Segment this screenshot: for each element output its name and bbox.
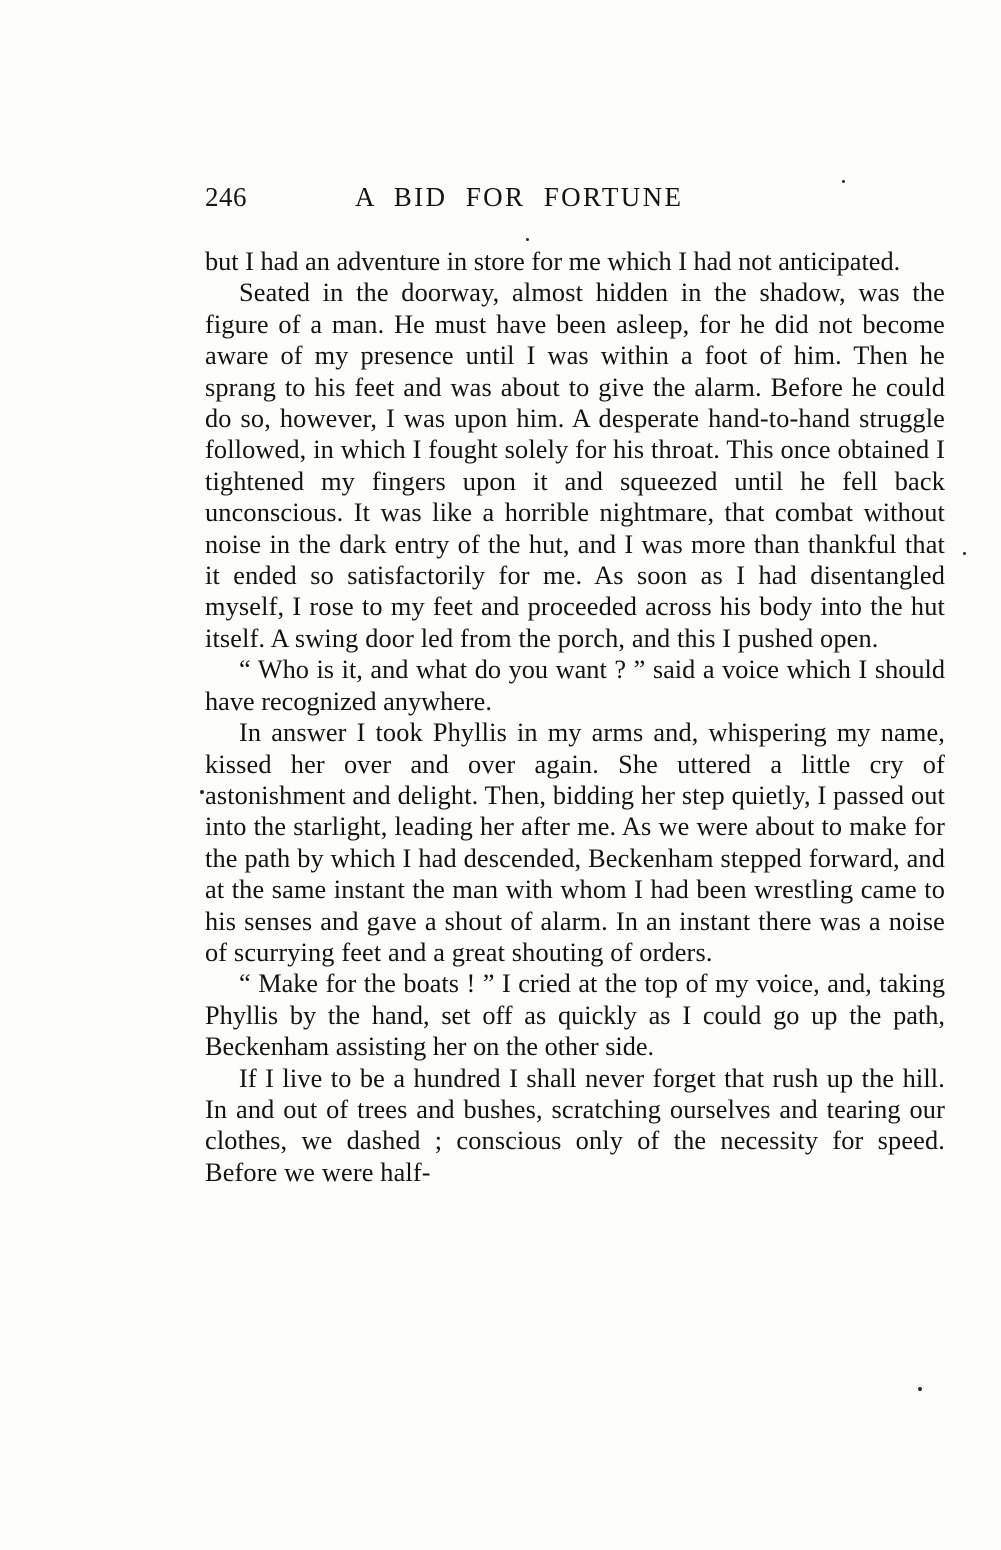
running-title: A BID FOR FORTUNE xyxy=(355,182,684,212)
print-speck xyxy=(842,180,845,183)
print-speck xyxy=(526,238,529,241)
page-header xyxy=(205,182,950,213)
paragraph: If I live to be a hundred I shall never forget that rush up the hill. In and out of trees and bushes, scratching ourselves and tearing our clothes, we dashed ; conscious only of the necessity for speed. Before we were half- xyxy=(205,1063,945,1187)
print-speck xyxy=(200,790,204,794)
paragraph: “ Make for the boats ! ” I cried at the top of my voice, and, taking Phyllis by the hand, set off as quickly as I could go up the path, Beckenham assisting her on the other side. xyxy=(205,969,945,1062)
page-body xyxy=(205,246,945,1188)
page-number: 246 xyxy=(205,182,247,212)
print-speck xyxy=(963,552,966,555)
paragraph: Seated in the doorway, almost hidden in the shadow, was the figure of a man. He must have been asleep, for he did not become aware of my presence until I was within a foot of him. Then he sprang to his feet and was about to give the alarm. Before he could do so, however, I was upon him. A desperate hand-to-hand struggle followed, in which I fought solely for his throat. This once obtained I tightened my fingers upon it and squeezed until he fell back unconscious. It was like a horrible nightmare, that combat without noise in the dark entry of the hut, and I was more than thankful that it ended so satisfactorily for me. As soon as I had disentangled myself, I rose to my feet and proceeded across his body into the hut itself. A swing door led from the porch, and this I pushed open. xyxy=(205,278,945,653)
paragraph: but I had an adventure in store for me which I had not anticipated. xyxy=(205,247,901,276)
print-speck xyxy=(918,1387,922,1391)
paragraph: “ Who is it, and what do you want ? ” said a voice which I should have recognized anywhere. xyxy=(205,655,945,716)
paragraph: In answer I took Phyllis in my arms and, whispering my name, kissed her over and over again. She uttered a little cry of astonishment and delight. Then, bidding her step quietly, I passed out into the starlight, leading her after me. As we were about to make for the path by which I had descended, Beckenham stepped forward, and at the same instant the man with whom I had been wrestling came to his senses and gave a shout of alarm. In an instant there was a noise of scurrying feet and a great shouting of orders. xyxy=(205,718,945,967)
